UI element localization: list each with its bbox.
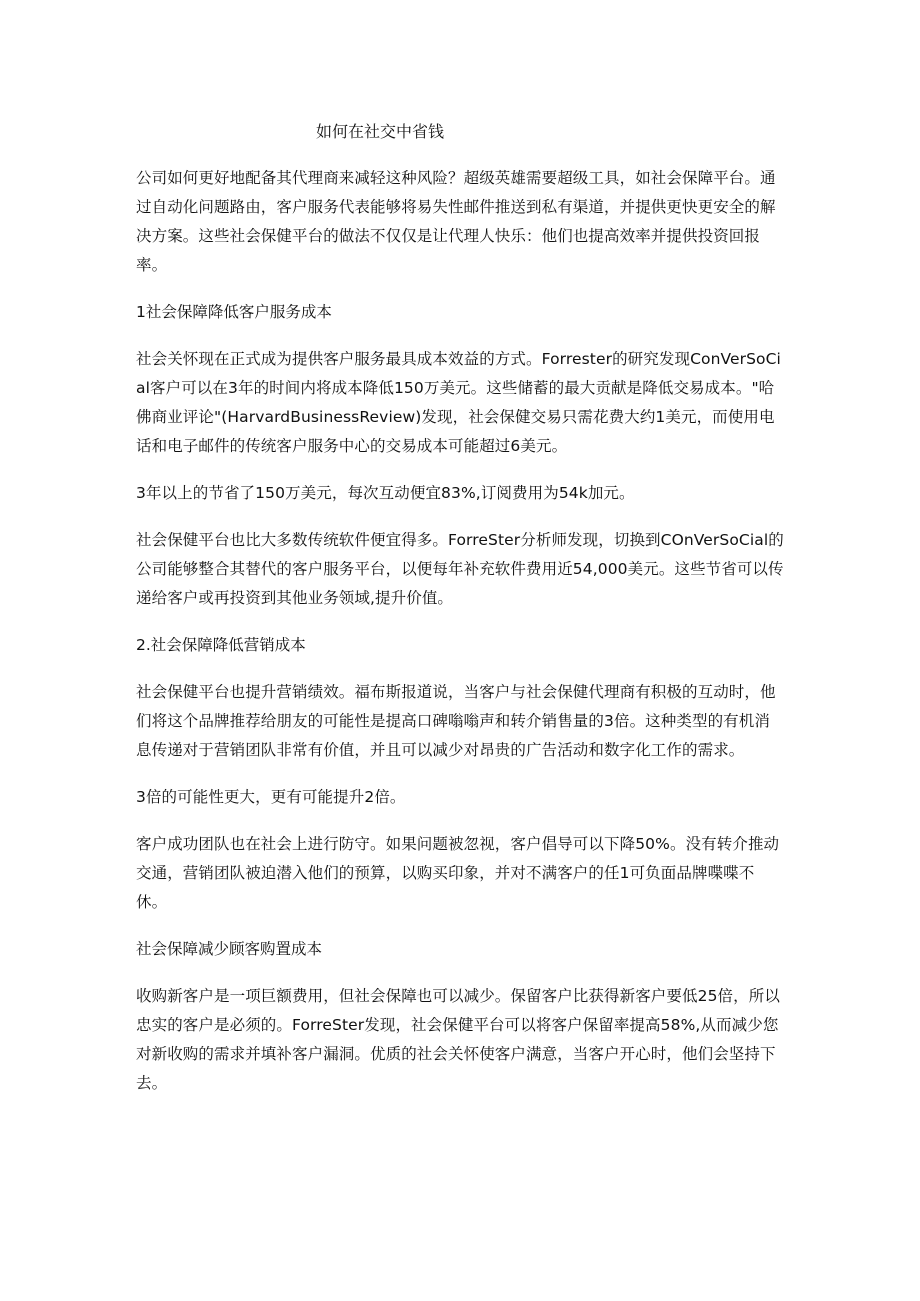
- paragraph-marketing-performance: 社会保健平台也提升营销绩效。福布斯报道说，当客户与社会保健代理商有积极的互动时，他们将这个品牌推荐给朋友的可能性是提高口碑嗡嗡声和转介销售量的3倍。这种类型的有机消息传递对于营销团队非常有价值，并且可以减少对昂贵的广告活动和数字化工作的需求。: [136, 683, 776, 759]
- document-body: [136, 164, 784, 1116]
- paragraph-retention: 收购新客户是一项巨额费用，但社会保障也可以减少。保留客户比获得新客户要低25倍，所以忠实的客户是必须的。ForreSter发现，社会保健平台可以将客户保留率提高58%,从而减少您对新收购的需求并填补客户漏洞。优质的社会关怀使客户满意，当客户开心时，他们会坚持下去。: [136, 987, 780, 1092]
- paragraph-forrester-research: 社会关怀现在正式成为提供客户服务最具成本效益的方式。Forrester的研究发现ConVerSoCial客户可以在3年的时间内将成本降低150万美元。这些储蓄的最大贡献是降低交易成本。"哈佛商业评论"(HarvardBusinessReview)发现，社会保健交易只需花费大约1美元，而使用电话和电子邮件的传统客户服务中心的交易成本可能超过6美元。: [136, 350, 781, 455]
- paragraph-intro: 公司如何更好地配备其代理商来减轻这种风险？超级英雄需要超级工具，如社会保障平台。通过自动化问题路由，客户服务代表能够将易失性邮件推送到私有渠道，并提供更快更安全的解决方案。这些社会保健平台的做法不仅仅是让代理人快乐：他们也提高效率并提供投资回报率。: [136, 169, 776, 274]
- section-heading-customer-service: 1社会保障降低客户服务成本: [136, 303, 332, 321]
- paragraph-customer-success: 客户成功团队也在社会上进行防守。如果问题被忽视，客户倡导可以下降50%。没有转介推动交通，营销团队被迫潜入他们的预算，以购买印象，并对不满客户的任1可负面品牌喋喋不休。: [136, 835, 780, 911]
- paragraph-savings-summary: 3年以上的节省了150万美元，每次互动便宜83%,订阅费用为54k加元。: [136, 484, 635, 502]
- document-title: 如何在社交中省钱: [316, 122, 445, 141]
- paragraph-software-cost: 社会保健平台也比大多数传统软件便宜得多。ForreSter分析师发现，切换到COnVerSoCial的公司能够整合其替代的客户服务平台，以便每年补充软件费用近54,000美元。这些节省可以传递给客户或再投资到其他业务领域,提升价值。: [136, 531, 784, 607]
- section-heading-acquisition: 社会保障减少顾客购置成本: [136, 940, 323, 958]
- paragraph-likelihood: 3倍的可能性更大，更有可能提升2倍。: [136, 788, 406, 806]
- section-heading-marketing: 2.社会保障降低营销成本: [136, 636, 306, 654]
